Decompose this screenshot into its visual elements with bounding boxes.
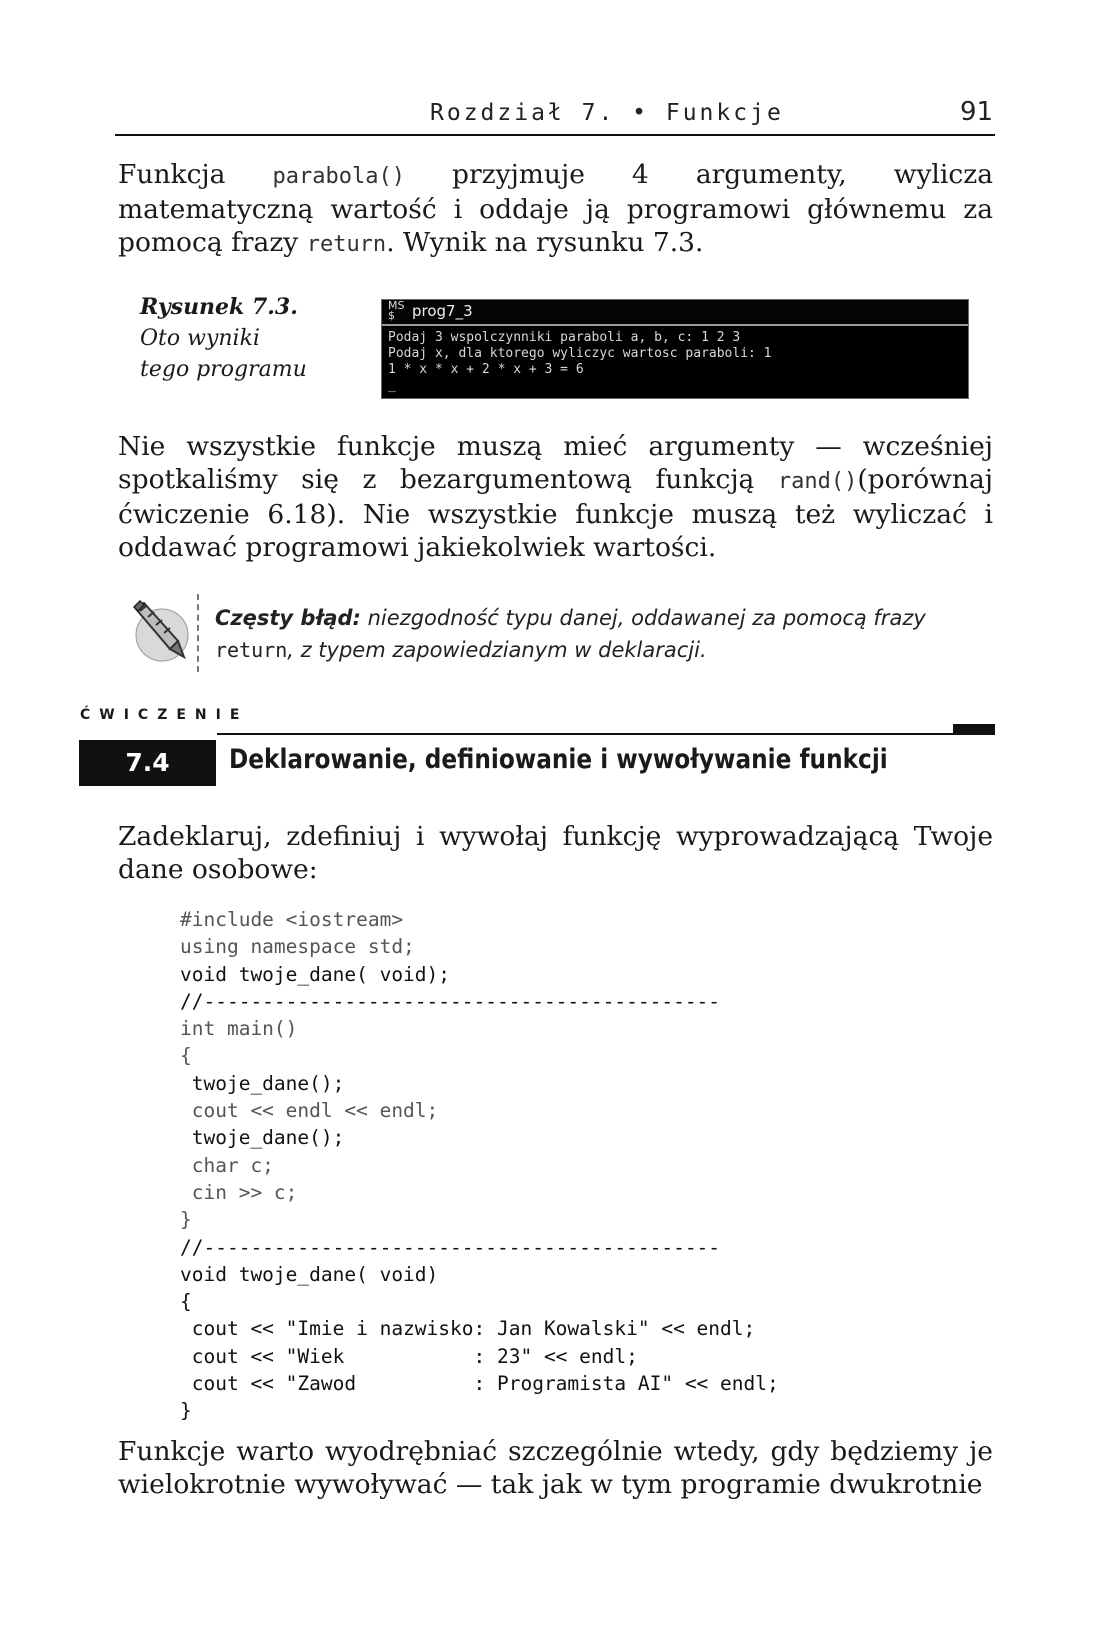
tip-text-1: niezgodność typu danej, oddawanej za pomocą frazy bbox=[360, 606, 926, 630]
paragraph-1 bbox=[118, 158, 993, 261]
figure-caption bbox=[140, 292, 307, 385]
tip-label: Częsty błąd: bbox=[215, 606, 361, 630]
code-line: char c; bbox=[180, 1153, 274, 1177]
code-line: cout << "Wiek : 23" << endl; bbox=[180, 1344, 638, 1368]
para2-text-2: (porównaj ćwiczenie 6.18). Nie wszystkie funkcje muszą też wyliczać i oddawać programowi jakiekolwiek wartości. bbox=[118, 464, 993, 563]
code-line: { bbox=[180, 1044, 192, 1068]
page-number: 91 bbox=[960, 97, 994, 127]
para2-code-1: rand() bbox=[777, 469, 858, 494]
paragraph-4: Funkcje warto wyodrębniać szczególnie wtedy, gdy będziemy je wielokrotnie wywoływać — tak jak w tym programie dwukrotnie bbox=[118, 1436, 993, 1500]
console-title: prog7_3 bbox=[412, 302, 473, 320]
tip-divider bbox=[197, 594, 199, 672]
exercise-title: Deklarowanie, definiowanie i wywoływanie funkcji bbox=[229, 744, 888, 775]
exercise-label: ĆWICZENIE bbox=[80, 707, 249, 723]
paragraph-3: Zadeklaruj, zdefiniuj i wywołaj funkcję wyprowadzającą Twoje dane osobowe: bbox=[118, 821, 993, 885]
code-listing bbox=[180, 906, 779, 1425]
tip-text bbox=[215, 602, 995, 666]
para2-text-1: Nie wszystkie funkcje muszą mieć argumenty — wcześniej spotkaliśmy się z bezargumentową funkcją bbox=[118, 431, 993, 495]
paragraph-2 bbox=[118, 430, 993, 564]
code-line: cout << "Zawod : Programista AI" << endl; bbox=[180, 1372, 779, 1396]
tip-text-2: , z typem zapowiedzianym w deklaracji. bbox=[287, 638, 707, 662]
code-line: cin >> c; bbox=[180, 1180, 298, 1204]
code-line: cout << "Imie i nazwisko: Jan Kowalski" << endl; bbox=[180, 1317, 756, 1341]
tip-code: return bbox=[215, 638, 288, 662]
code-line: } bbox=[180, 1208, 192, 1232]
figure-label: Rysunek 7.3. bbox=[140, 294, 298, 320]
code-line: //-------------------------------------------- bbox=[180, 1235, 721, 1259]
console-line: Podaj x, dla ktorego wyliczyc wartosc paraboli: 1 bbox=[388, 346, 772, 361]
figure-caption-line-1: Oto wyniki bbox=[140, 326, 260, 351]
header-rule bbox=[115, 134, 995, 136]
code-line: { bbox=[180, 1290, 192, 1314]
exercise-rule bbox=[217, 733, 995, 735]
code-line: #include <iostream> bbox=[180, 908, 404, 931]
para1-code-1: parabola() bbox=[272, 164, 405, 189]
code-line: using namespace std; bbox=[180, 935, 415, 959]
console-cursor: _ bbox=[388, 378, 396, 393]
para1-text-1: Funkcja bbox=[118, 159, 273, 190]
console-line: Podaj 3 wspolczynniki paraboli a, b, c: 1 2 3 bbox=[388, 330, 741, 345]
para1-text-3: . Wynik na rysunku 7.3. bbox=[386, 227, 704, 258]
exercise-number: 7.4 bbox=[79, 740, 216, 786]
console-window bbox=[381, 299, 969, 399]
code-line: twoje_dane(); bbox=[180, 1126, 345, 1150]
ms-dos-icon: MS $ bbox=[388, 299, 405, 322]
code-line: int main() bbox=[180, 1017, 298, 1041]
chapter-title: Rozdział 7. • Funkcje bbox=[430, 100, 784, 126]
code-line: twoje_dane(); bbox=[180, 1071, 345, 1095]
console-line: 1 * x * x + 2 * x + 3 = 6 bbox=[388, 362, 584, 377]
code-line: cout << endl << endl; bbox=[180, 1099, 439, 1123]
code-line: //-------------------------------------------- bbox=[180, 989, 721, 1013]
para1-code-2: return bbox=[306, 232, 387, 257]
code-line: } bbox=[180, 1399, 192, 1423]
code-line: void twoje_dane( void) bbox=[180, 1262, 439, 1286]
figure-caption-line-2: tego programu bbox=[140, 357, 307, 382]
console-output bbox=[388, 330, 772, 394]
para1-text-2: przyjmuje 4 argumenty, wylicza matematyczną wartość i oddaje ją programowi głównemu za pomocą frazy bbox=[118, 159, 993, 258]
code-line: void twoje_dane( void); bbox=[180, 962, 451, 986]
exercise-rule-block bbox=[953, 724, 995, 734]
console-titlebar bbox=[382, 300, 968, 326]
pencil-tip-icon bbox=[126, 597, 192, 665]
